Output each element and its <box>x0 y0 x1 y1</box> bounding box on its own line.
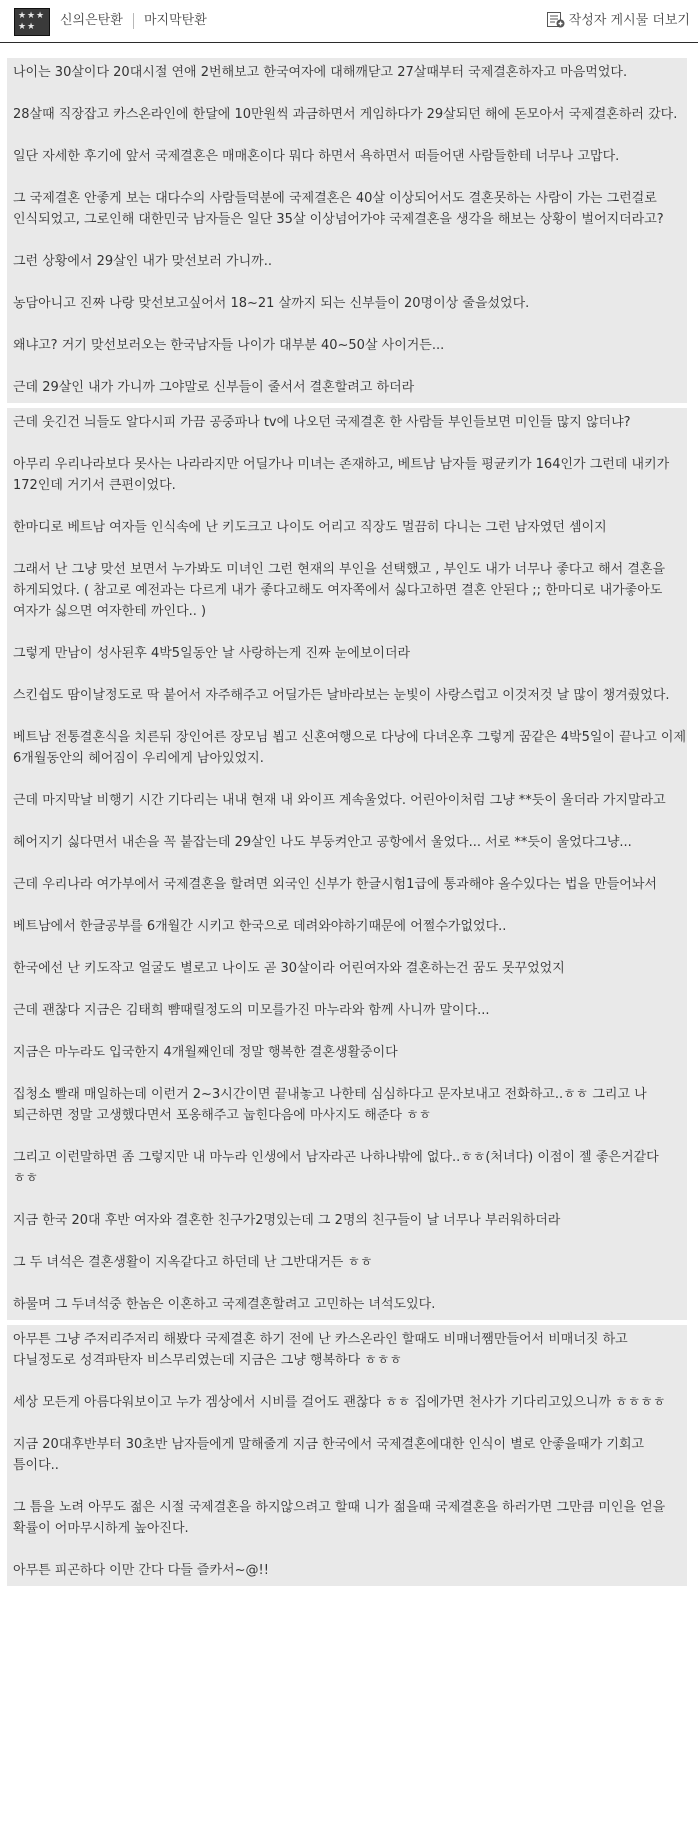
breadcrumb-divider <box>133 13 134 29</box>
author-posts-icon <box>547 12 565 28</box>
author-posts-button[interactable] <box>547 10 690 32</box>
post-paragraph: 지금 한국 20대 후반 여자와 결혼한 친구가2명있는데 그 2명의 친구들이 날 너무나 부러워하더라 <box>13 1213 561 1228</box>
post-body <box>7 58 687 1591</box>
post-paragraph: 그 두 녀석은 결혼생활이 지옥같다고 하던데 난 그반대거든 ㅎㅎ <box>13 1255 373 1270</box>
post-paragraph: 그 국제결혼 안좋게 보는 대다수의 사람들덕분에 국제결혼은 40살 이상되어서도 결혼못하는 사람이 가는 그런걸로 인식되었고, 그로인해 대한민국 남자들은 일단 35살 이상넘어가야 국제결혼을 생각을 해보는 상황이 벌어지더라고? <box>13 191 664 227</box>
post-paragraph: 스킨쉽도 땀이날정도로 딱 붙어서 자주해주고 어딜가든 날바라보는 눈빛이 사랑스럽고 이것저것 날 많이 챙겨줬었다. <box>13 688 670 703</box>
post-paragraph: 근데 웃긴건 늬들도 알다시피 가끔 공중파나 tv에 나오던 국제결혼 한 사람들 부인들보면 미인들 많지 않더냐? <box>13 415 631 430</box>
post-paragraph: 헤어지기 싫다면서 내손을 꼭 붙잡는데 29살인 나도 부둥켜안고 공항에서 울었다... 서로 **듯이 울었다그냥... <box>13 835 632 850</box>
post-paragraph: 베트남에서 한글공부를 6개월간 시키고 한국으로 데려와야하기때문에 어쩔수가없었다.. <box>13 919 507 934</box>
post-paragraph: 지금은 마누라도 입국한지 4개월째인데 정말 행복한 결혼생활중이다 <box>13 1045 398 1060</box>
post-paragraph: 근데 마지막날 비행기 시간 기다리는 내내 현재 내 와이프 계속울었다. 어린아이처럼 그냥 **듯이 울더라 가지말라고 <box>13 793 666 808</box>
breadcrumb-subject[interactable]: 마지막탄환 <box>144 13 207 28</box>
post-paragraph: 한마디로 베트남 여자들 인식속에 난 키도크고 나이도 어리고 직장도 멀끔히 다니는 그런 남자였던 셈이지 <box>13 520 607 535</box>
post-paragraph: 베트남 전통결혼식을 치른뒤 장인어른 장모님 뵙고 신혼여행으로 다낭에 다녀온후 그렇게 꿈같은 4박5일이 끝나고 이제 6개월동안의 헤어짐이 우리에게 남아있었지. <box>13 730 687 766</box>
post-paragraph: 그리고 이런말하면 좀 그렇지만 내 마누라 인생에서 남자라곤 나하나밖에 없다..ㅎㅎ(처녀다) 이점이 젤 좋은거같다 ㅎㅎ <box>13 1150 659 1186</box>
post-paragraph: 그렇게 만남이 성사된후 4박5일동안 날 사랑하는게 진짜 눈에보이더라 <box>13 646 411 661</box>
post-paragraph: 근데 우리나라 여가부에서 국제결혼을 할려면 외국인 신부가 한글시험1급에 통과해야 올수있다는 법을 만들어놔서 <box>13 877 657 892</box>
post-paragraph: 한국에선 난 키도작고 얼굴도 별로고 나이도 곧 30살이라 어린여자와 결혼하는건 꿈도 못꾸었었지 <box>13 961 565 976</box>
post-paragraph: 아무튼 그냥 주저리주저리 해봤다 국제결혼 하기 전에 난 카스온라인 할때도 비매너쨈만들어서 비매너짓 하고 다닐정도로 성격파탄자 비스무리였는데 지금은 그냥 행복하다 ㅎㅎㅎ <box>13 1332 628 1368</box>
post-section <box>7 58 687 403</box>
top-bar <box>0 0 698 43</box>
post-paragraph: 그래서 난 그냥 맞선 보면서 누가봐도 미녀인 그런 현재의 부인을 선택했고 , 부인도 내가 너무나 좋다고 해서 결혼을 하게되었다. ( 참고로 예전과는 다르게 내가 좋다고해도 여자쪽에서 싫다고하면 결혼 안된다 ;; 한마디로 내가좋아도 여자가 싫으면 여자한테 까인다.. ) <box>13 562 666 619</box>
post-paragraph: 나이는 30살이다 20대시절 연애 2번해보고 한국여자에 대해깨닫고 27살때부터 국제결혼하자고 마음먹었다. <box>13 65 628 80</box>
post-paragraph: 근데 29살인 내가 가니까 그야말로 신부들이 줄서서 결혼할려고 하더라 <box>13 380 415 395</box>
author-posts-label: 작성자 게시물 더보기 <box>568 13 690 28</box>
post-paragraph: 왜냐고? 거기 맞선보러오는 한국남자들 나이가 대부분 40~50살 사이거든... <box>13 338 445 353</box>
post-section <box>7 408 687 1320</box>
post-paragraph: 아무튼 피곤하다 이만 간다 다들 즐카서~@!! <box>13 1563 269 1578</box>
post-paragraph: 그 틈을 노려 아무도 젊은 시절 국제결혼을 하지않으려고 할때 니가 젊을때 국제결혼을 하러가면 그만큼 미인을 얻을 확률이 어마무시하게 높아진다. <box>13 1500 666 1536</box>
post-paragraph: 그런 상황에서 29살인 내가 맞선보러 가니까.. <box>13 254 272 269</box>
post-paragraph: 28살때 직장잡고 카스온라인에 한달에 10만원씩 과금하면서 게임하다가 29살되던 해에 돈모아서 국제결혼하러 갔다. <box>13 107 678 122</box>
post-paragraph: 아무리 우리나라보다 못사는 나라라지만 어딜가나 미녀는 존재하고, 베트남 남자들 평균키가 164인가 그런데 내키가 172인데 거기서 큰편이었다. <box>13 457 670 493</box>
post-paragraph: 일단 자세한 후기에 앞서 국제결혼은 매매혼이다 뭐다 하면서 욕하면서 떠들어댄 사람들한테 너무나 고맙다. <box>13 149 620 164</box>
post-paragraph: 지금 20대후반부터 30초반 남자들에게 말해줄게 지금 한국에서 국제결혼에대한 인식이 별로 안좋을때가 기회고 틈이다.. <box>13 1437 645 1473</box>
post-section <box>7 1325 687 1586</box>
post-paragraph: 근데 괜찮다 지금은 김태희 뺨때릴정도의 미모를가진 마누라와 함께 사니까 말이다... <box>13 1003 490 1018</box>
post-paragraph: 하물며 그 두녀석중 한놈은 이혼하고 국제결혼할려고 고민하는 녀석도있다. <box>13 1297 436 1312</box>
post-paragraph: 농담아니고 진짜 나랑 맞선보고싶어서 18~21 살까지 되는 신부들이 20명이상 줄을섰었다. <box>13 296 530 311</box>
post-paragraph: 집청소 빨래 매일하는데 이런거 2~3시간이면 끝내놓고 나한테 심심하다고 문자보내고 전화하고..ㅎㅎ 그리고 나 퇴근하면 정말 고생했다면서 포옹해주고 눕힌다음에 마사지도 해준다 ㅎㅎ <box>13 1087 647 1123</box>
post-paragraph: 세상 모든게 아름다워보이고 누가 겜상에서 시비를 걸어도 괜찮다 ㅎㅎ 집에가면 천사가 기다리고있으니까 ㅎㅎㅎㅎ <box>13 1395 666 1410</box>
gallery-logo[interactable]: ★ ★ ★ ★ ★ <box>14 8 50 36</box>
breadcrumb-gallery[interactable]: 신의은탄환 <box>60 13 123 28</box>
